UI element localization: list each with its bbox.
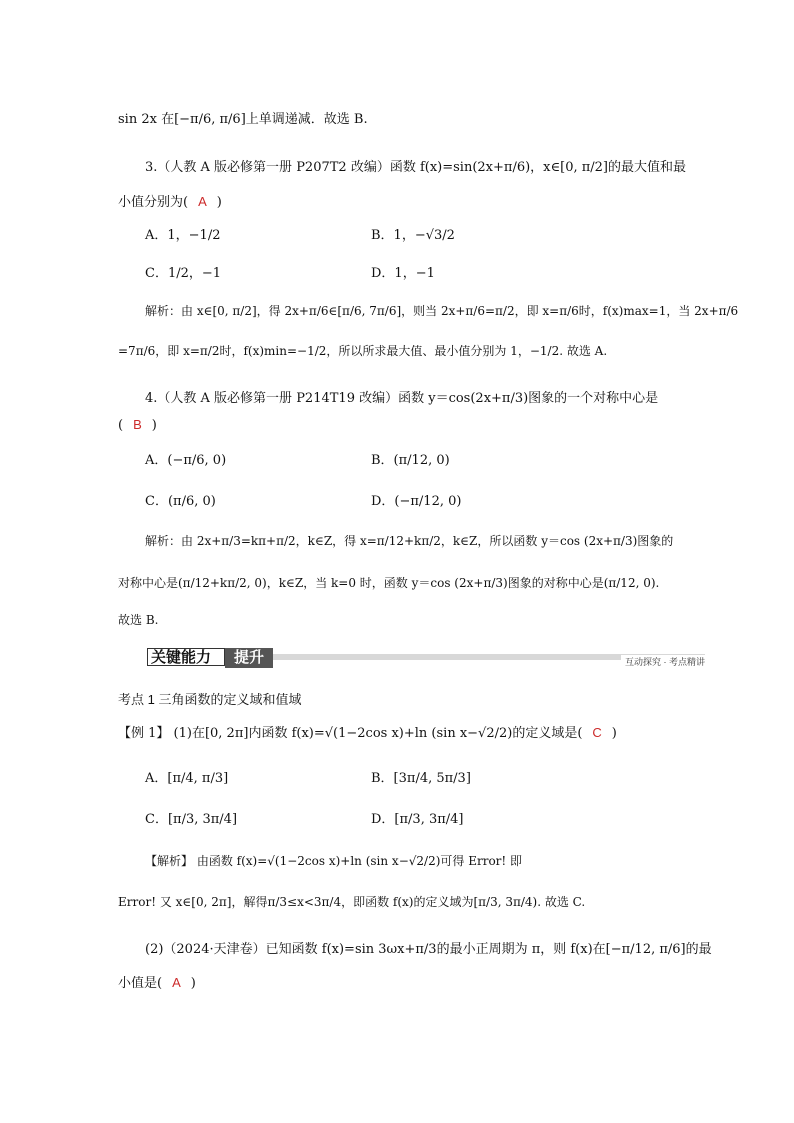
option-right: D．(−π/12, 0) bbox=[371, 494, 462, 509]
lines-line bbox=[145, 490, 216, 509]
lines-line bbox=[118, 191, 222, 210]
question-text: C．1/2，−1 bbox=[145, 266, 222, 281]
lines-line bbox=[145, 262, 221, 281]
question-text: (2)（2024·天津卷）已知函数 f(x)=sin 3ωx+π/3的最小正周期为 π，则 f(x)在[−π/12, π/6]的最 bbox=[145, 942, 712, 957]
example-line bbox=[118, 972, 196, 991]
answer-paren: ) bbox=[611, 726, 617, 741]
lines-line bbox=[118, 611, 158, 628]
example-line bbox=[145, 808, 237, 827]
question-text: sin 2x 在[−π/6, π/6]上单调递减．故选 B. bbox=[118, 112, 368, 127]
answer-choice: A bbox=[172, 975, 181, 990]
banner-subtitle: 互动探究 · 考点精讲 bbox=[621, 655, 705, 668]
lines-line bbox=[145, 302, 738, 319]
option-right: B．1，−√3/2 bbox=[371, 228, 455, 243]
solution-text: Error! 又 x∈[0, 2π]，解得π/3≤x<3π/4，即函数 f(x)的定义域为[π/3, 3π/4). 故选 C. bbox=[118, 895, 586, 909]
question-text: C．(π/6, 0) bbox=[145, 494, 216, 509]
answer-paren: ) bbox=[151, 418, 157, 433]
lines-line bbox=[145, 156, 686, 175]
lines-line bbox=[145, 387, 658, 406]
solution-text: 解析：由 x∈[0, π/2]，得 2x+π/6∈[π/6, 7π/6]，则当 2x+π/6=π/2，即 x=π/6时，f(x)max=1，当 2x+π/6 bbox=[145, 304, 739, 318]
lines-line bbox=[118, 342, 607, 359]
section-heading: 考点 1 三角函数的定义域和值域 bbox=[118, 692, 302, 707]
answer-paren: ) bbox=[216, 195, 222, 210]
section-banner bbox=[147, 648, 705, 666]
option-right: D．[π/3, 3π/4] bbox=[371, 812, 464, 827]
solution-text: 故选 B. bbox=[118, 613, 159, 627]
lines-line bbox=[118, 417, 157, 433]
lines-line bbox=[145, 224, 220, 243]
question-text: 小值分别为( bbox=[118, 195, 189, 210]
option-right: D．1，−1 bbox=[371, 266, 435, 281]
answer-choice: C bbox=[592, 725, 602, 740]
example-line bbox=[145, 938, 712, 957]
question-text: ( bbox=[118, 418, 124, 433]
question-text: C．[π/3, 3π/4] bbox=[145, 812, 238, 827]
lines-line bbox=[145, 449, 226, 468]
lines-line bbox=[118, 574, 659, 591]
lines-line bbox=[118, 108, 368, 127]
example-line bbox=[118, 722, 617, 741]
example-line bbox=[145, 767, 228, 786]
answer-choice: B bbox=[133, 417, 142, 432]
question-text: 3.（人教 A 版必修第一册 P207T2 改编）函数 f(x)=sin(2x+π/6)，x∈[0, π/2]的最大值和最 bbox=[145, 160, 686, 175]
answer-choice: A bbox=[198, 194, 207, 209]
lines-line bbox=[145, 532, 673, 549]
question-text: A．[π/4, π/3] bbox=[145, 771, 229, 786]
example-line bbox=[118, 893, 585, 910]
question-text: A．(−π/6, 0) bbox=[145, 453, 227, 468]
banner-tag: 提升 bbox=[225, 648, 273, 668]
solution-text: 解析：由 2x+π/3=kπ+π/2，k∈Z，得 x=π/12+kπ/2，k∈Z，所以函数 y＝cos (2x+π/3)图象的 bbox=[145, 534, 674, 548]
question-text: A．1，−1/2 bbox=[145, 228, 221, 243]
banner-title: 关键能力 bbox=[147, 648, 225, 666]
option-right: B．(π/12, 0) bbox=[371, 453, 450, 468]
option-right: B．[3π/4, 5π/3] bbox=[371, 771, 471, 786]
solution-text: 对称中心是(π/12+kπ/2, 0)，k∈Z，当 k=0 时，函数 y＝cos (2x+π/3)图象的对称中心是(π/12, 0). bbox=[118, 576, 660, 590]
question-text: 4.（人教 A 版必修第一册 P214T19 改编）函数 y＝cos(2x+π/3)图象的一个对称中心是 bbox=[145, 391, 659, 406]
answer-paren: ) bbox=[190, 976, 196, 991]
question-text: 【例 1】 (1)在[0, 2π]内函数 f(x)=√(1−2cos x)+ln (sin x−√2/2)的定义域是( bbox=[118, 726, 583, 741]
question-text: 小值是( bbox=[118, 976, 163, 991]
example-line bbox=[145, 852, 522, 869]
solution-text: =7π/6，即 x=π/2时，f(x)min=−1/2，所以所求最大值、最小值分别为 1，−1/2. 故选 A. bbox=[118, 344, 608, 358]
solution-text: 【解析】 由函数 f(x)=√(1−2cos x)+ln (sin x−√2/2)可得 Error! 即 bbox=[145, 854, 523, 868]
